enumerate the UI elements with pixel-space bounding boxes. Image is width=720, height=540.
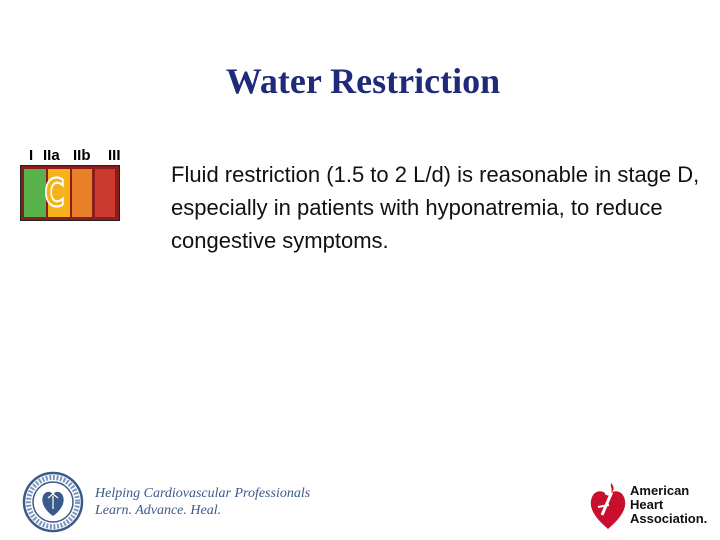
acc-tagline-line1: Helping Cardiovascular Professionals	[95, 486, 311, 501]
class-i-bar	[24, 169, 46, 217]
aha-wordmark	[630, 484, 707, 526]
class-iib-bar	[72, 169, 92, 217]
slide-title: Water Restriction	[225, 61, 501, 101]
acc-tagline-line2: Learn. Advance. Heal.	[95, 503, 222, 518]
aha-line1: American	[630, 483, 690, 498]
heart-torch-icon	[588, 479, 628, 531]
class-label-iia: IIa	[43, 147, 60, 164]
aha-line3: Association.	[630, 511, 708, 526]
aha-line2: Heart	[630, 497, 664, 512]
class-label-i: I	[29, 147, 34, 164]
acc-seal-icon	[22, 471, 84, 533]
recommendation-text: Fluid restriction (1.5 to 2 L/d) is reasonable in stage D, especially in patients with hyponatremia, to reduce congestive symptoms.	[171, 162, 700, 253]
class-label-iib: IIb	[73, 147, 91, 164]
acc-tagline	[95, 485, 310, 519]
level-of-evidence-letter: C	[44, 171, 65, 215]
class-label-iii: III	[108, 147, 121, 164]
class-iii-bar	[95, 169, 115, 217]
aha-logo	[588, 479, 708, 531]
recommendation-class-indicator	[18, 147, 122, 221]
class-bar-frame	[20, 165, 120, 221]
